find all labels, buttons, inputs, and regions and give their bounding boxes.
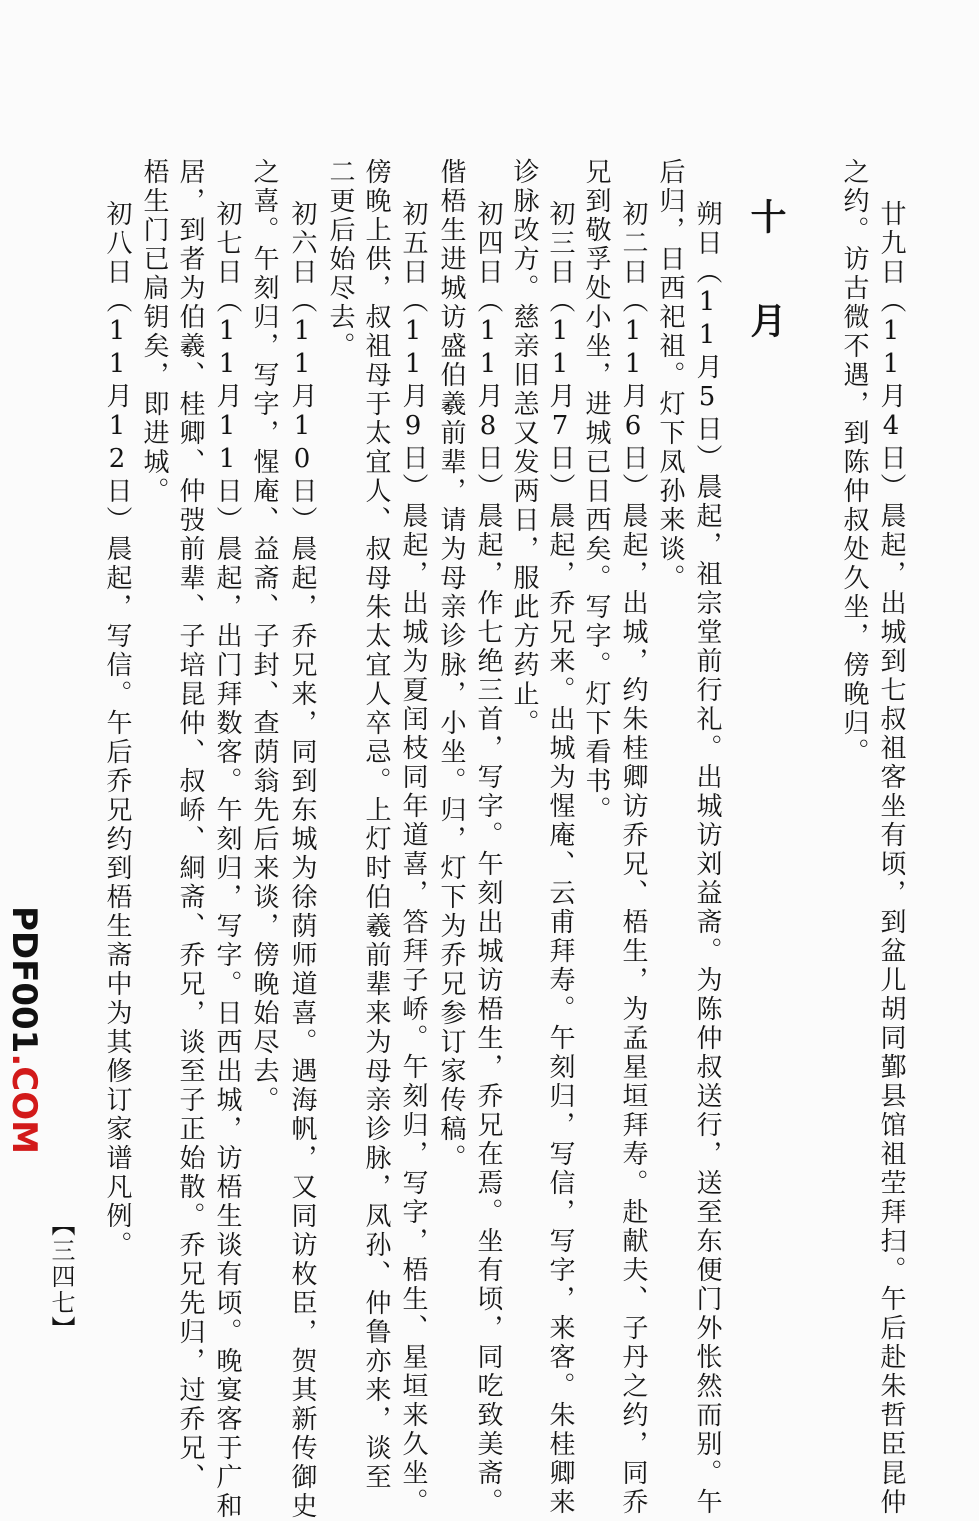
text-column-19: 初八日（11月12日）晨起，写信。午后乔兄约到梧生斋中为其修订家谱凡例。: [102, 200, 132, 1260]
text-column-4: 后归，日西祀祖。灯下凤孙来谈。: [655, 158, 685, 593]
page-number: 【三四七】: [47, 1212, 75, 1342]
text-column-6: 兄到敬孚处小坐，进城已日西矣。写字。灯下看书。: [581, 158, 611, 825]
watermark-logo: [4, 906, 44, 1154]
text-column-11: 初五日（11月9日）晨起，出城为夏闰枝同年道喜，答拜子峤。午刻归，写字，梧生、星垣来久坐。: [398, 200, 428, 1517]
text-column-3: 朔日（11月5日）晨起，祖宗堂前行礼。出城访刘益斋。为陈仲叔送行，送至东便门外怅然而别。午: [692, 200, 722, 1517]
text-column-17: 居，到者为伯羲、桂卿、仲弢前辈、子培昆仲、叔峤、絅斋、乔兄，谈至子正始散。乔兄先归，过乔兄、: [175, 158, 205, 1492]
text-column-1: 廿九日（11月4日）晨起，出城到七叔祖客坐有顷，到盆儿胡同鄞县馆祖茔拜扫。午后赴朱哲臣昆仲: [876, 200, 906, 1517]
text-column-12: 傍晚上供，叔祖母于太宜人、叔母朱太宜人卒忌。上灯时伯羲前辈来为母亲诊脉，凤孙、仲鲁亦来，谈至: [361, 158, 391, 1492]
text-column-8: 诊脉改方。慈亲旧恙又发两日，服此方药止。: [509, 158, 539, 738]
watermark-text: PDF001: [4, 906, 44, 1054]
text-column-5: 初二日（11月6日）晨起，出城，约朱桂卿访乔兄、梧生，为孟星垣拜寿。赴献夫、子丹之约，同乔: [618, 200, 648, 1517]
text-column-9: 初四日（11月8日）晨起，作七绝三首，写字。午刻出城访梧生，乔兄在焉。坐有顷，同吃致美斋。: [473, 200, 503, 1517]
watermark-domain: .COM: [4, 1053, 44, 1154]
text-column-13: 二更后始尽去。: [325, 158, 355, 361]
text-column-10: 偕梧生进城访盛伯羲前辈，请为母亲诊脉，小坐。归，灯下为乔兄参订家传稿。: [436, 158, 466, 1173]
month-heading: 十 月: [745, 198, 786, 354]
text-column-7: 初三日（11月7日）晨起，乔兄来。出城为惺庵、云甫拜寿。午刻归，写信，写字，来客。朱桂卿来: [545, 200, 575, 1517]
text-column-15: 之喜。午刻归，写字，惺庵、益斋、子封、查荫翁先后来谈，傍晚始尽去。: [249, 158, 279, 1115]
text-column-2: 之约。访古微不遇，到陈仲叔处久坐，傍晚归。: [839, 158, 869, 767]
text-column-18: 梧生门已扃钥矣，即进城。: [139, 158, 169, 506]
text-column-14: 初六日（11月10日）晨起，乔兄来，同到东城为徐荫师道喜。遇海帆，又同访枚臣，贺其新传御史: [287, 200, 317, 1521]
text-column-16: 初七日（11月11日）晨起，出门拜数客。午刻归，写字。日西出城，访梧生谈有顷。晚宴客于广和: [212, 200, 242, 1521]
